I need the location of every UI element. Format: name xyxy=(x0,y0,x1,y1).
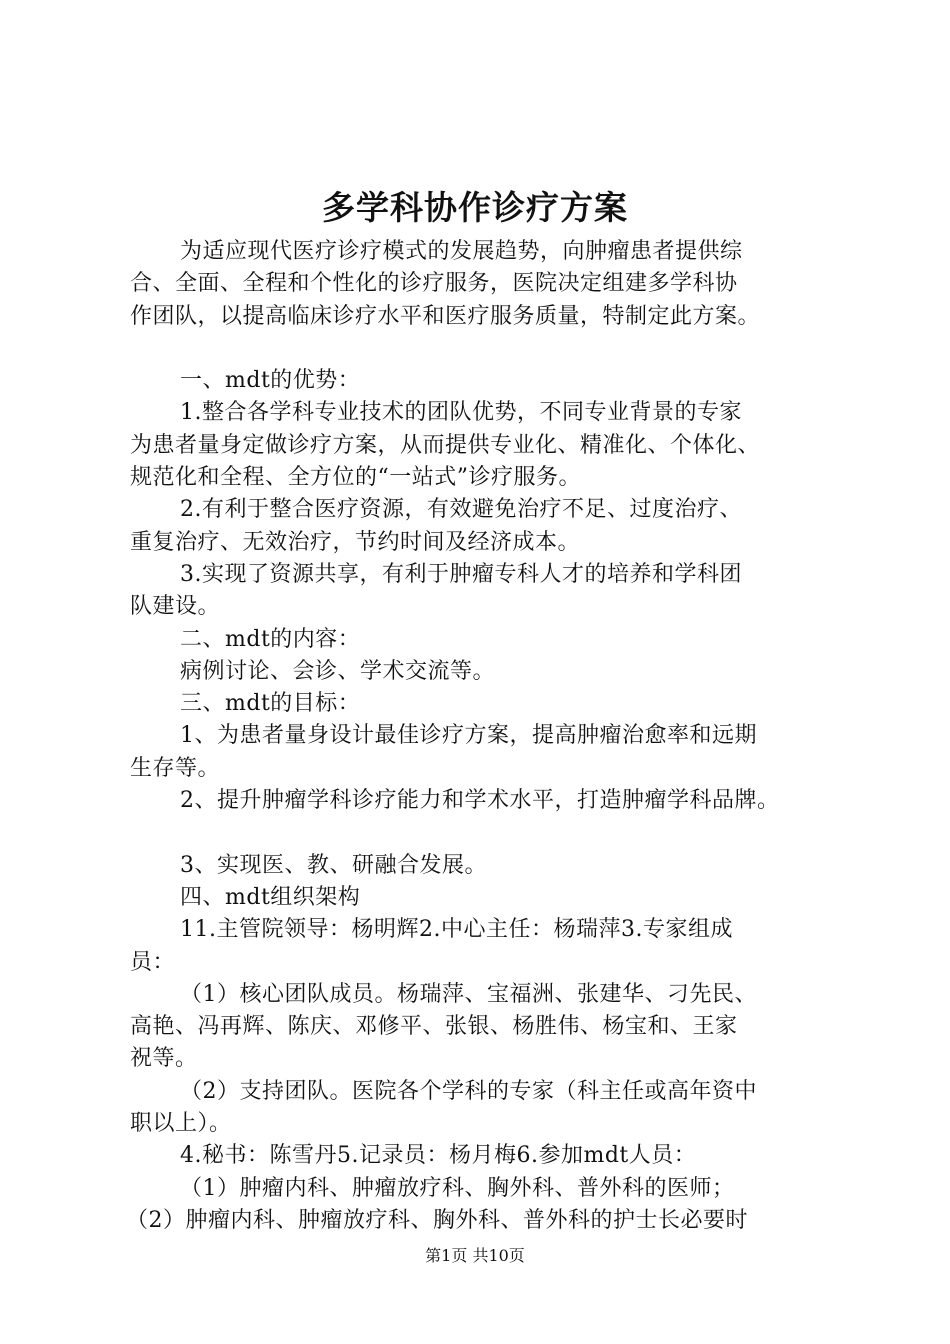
paragraph-line: 3.实现了资源共享，有利于肿瘤专科人才的培养和学科团 xyxy=(180,561,742,587)
blank-line xyxy=(130,817,850,849)
paragraph-line: 1.整合各学科专业技术的团队优势，不同专业背景的专家 xyxy=(180,400,742,426)
paragraph-line: 作团队，以提高临床诊疗水平和医疗服务质量，特制定此方案。 xyxy=(130,303,761,329)
paragraph-line: 病例讨论、会诊、学术交流等。 xyxy=(180,658,496,684)
paragraph-line: 规范化和全程、全方位的“一站式”诊疗服务。 xyxy=(130,465,581,491)
section-heading: 四、mdt组织架构 xyxy=(180,884,361,910)
document-title: 多学科协作诊疗方案 xyxy=(322,188,628,227)
paragraph-line: 4.秘书：陈雪丹5.记录员：杨月梅6.参加mdt人员： xyxy=(180,1143,697,1169)
paragraph-line: 为患者量身定做诊疗方案，从而提供专业化、精准化、个体化、 xyxy=(130,432,761,458)
section-heading: 一、mdt的优势： xyxy=(180,368,361,394)
paragraph-line: （2）肿瘤内科、肿瘤放疗科、胸外科、普外科的护士长必要时 xyxy=(126,1207,748,1233)
paragraph-line: （1）肿瘤内科、肿瘤放疗科、胸外科、普外科的医师； xyxy=(180,1175,735,1201)
paragraph-line: （2）支持团队。医院各个学科的专家（科主任或高年资中 xyxy=(180,1078,757,1104)
paragraph-line: 员： xyxy=(130,949,176,975)
paragraph-line: 生存等。 xyxy=(130,755,221,781)
paragraph-line: 2.有利于整合医疗资源，有效避免治疗不足、过度治疗、 xyxy=(180,497,742,523)
blank-line xyxy=(130,333,850,365)
paragraph-line: 祝等。 xyxy=(130,1046,198,1072)
paragraph-line: （1）核心团队成员。杨瑞萍、宝福洲、张建华、刁先民、 xyxy=(180,981,757,1007)
paragraph-line: 队建设。 xyxy=(130,594,221,620)
page-number: 第1页 共10页 xyxy=(425,1246,525,1265)
paragraph-line: 2、提升肿瘤学科诊疗能力和学术水平，打造肿瘤学科品牌。 xyxy=(180,788,780,814)
paragraph-line: 重复治疗、无效治疗，节约时间及经济成本。 xyxy=(130,529,581,555)
paragraph-line: 3、实现医、教、研融合发展。 xyxy=(180,852,487,878)
paragraph-line: 1、为患者量身设计最佳诊疗方案，提高肿瘤治愈率和远期 xyxy=(180,723,757,749)
paragraph-line: 合、全面、全程和个性化的诊疗服务，医院决定组建多学科协 xyxy=(130,271,738,297)
section-heading: 二、mdt的内容： xyxy=(180,626,361,652)
paragraph-line: 为适应现代医疗诊疗模式的发展趋势，向肿瘤患者提供综 xyxy=(180,239,743,264)
paragraph-line: 11.主管院领导：杨明辉2.中心主任：杨瑞萍3.专家组成 xyxy=(180,917,733,943)
section-heading: 三、mdt的目标： xyxy=(180,691,361,717)
paragraph-line: 职以上）。 xyxy=(130,1111,232,1137)
document-body xyxy=(126,236,850,1237)
paragraph-line: 高艳、冯再辉、陈庆、邓修平、张银、杨胜伟、杨宝和、王家 xyxy=(130,1014,738,1040)
